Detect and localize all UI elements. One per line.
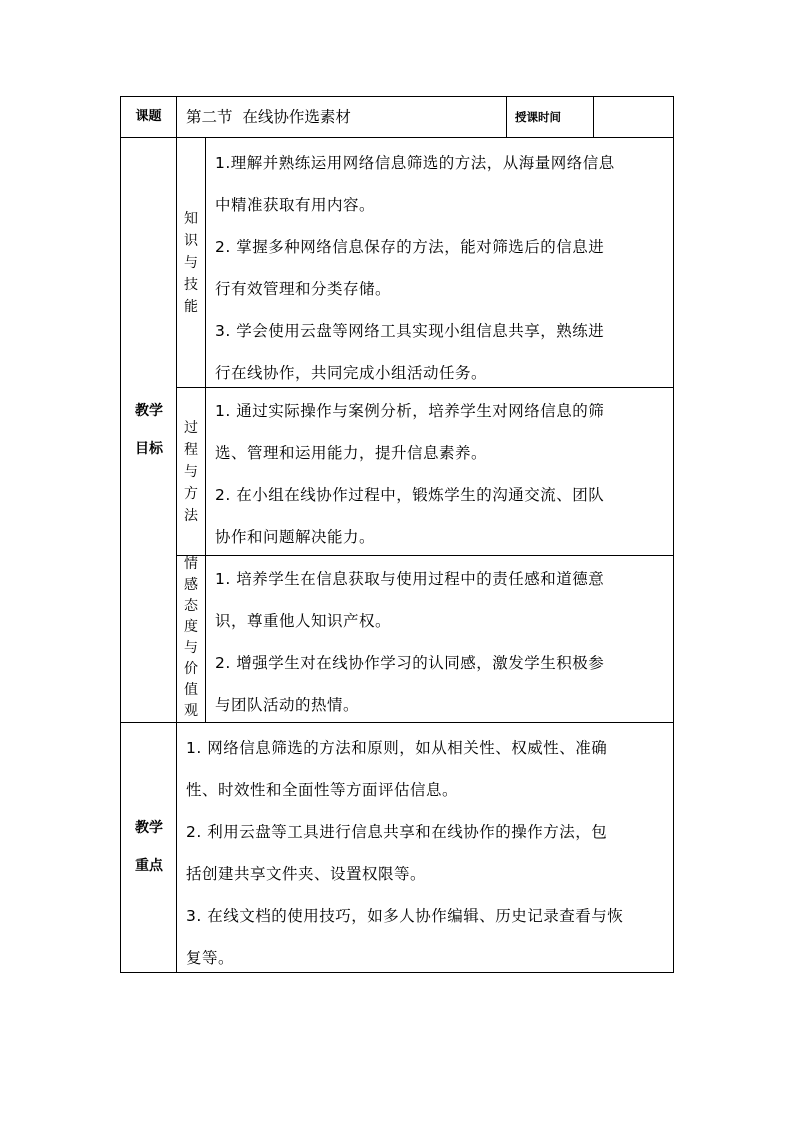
- topic-value: 第二节 在线协作选素材: [186, 108, 351, 126]
- objectives-label: 教学 目标: [135, 403, 163, 457]
- knowledge-skills-text: 1.理解并熟练运用网络信息筛选的方法，从海量网络信息 中精准获取有用内容。 2. 掌握多种网络信息保存的方法，能对筛选后的信息进 行有效管理和分类存储。 3. 学会使用云盘等网络工具实现小组信息共享，熟练进 行在线协作，共同完成小组活动任务。: [215, 154, 615, 382]
- time-label-cell: [506, 96, 594, 138]
- attitude-values-side-cell: [176, 555, 206, 723]
- time-value-cell: [593, 96, 674, 138]
- objectives-label-cell: [120, 137, 177, 723]
- key-points-label: 教学 重点: [135, 820, 163, 874]
- attitude-values-text: 1. 培养学生在信息获取与使用过程中的责任感和道德意 识，尊重他人知识产权。 2. 增强学生对在线协作学习的认同感，激发学生积极参 与团队活动的热情。: [215, 570, 605, 714]
- attitude-values-content-cell: [205, 555, 674, 723]
- topic-label-cell: [120, 96, 177, 138]
- process-methods-label: 过 程 与 方 法: [184, 420, 198, 524]
- knowledge-skills-content-cell: [205, 137, 674, 388]
- knowledge-skills-label: 知 识 与 技 能: [184, 211, 198, 315]
- process-methods-text: 1. 通过实际操作与案例分析，培养学生对网络信息的筛 选、管理和运用能力，提升信息素养。 2. 在小组在线协作过程中，锻炼学生的沟通交流、团队 协作和问题解决能力。: [215, 402, 605, 546]
- key-points-label-cell: [120, 722, 177, 973]
- key-points-content-cell: [176, 722, 674, 973]
- key-points-text: 1. 网络信息筛选的方法和原则，如从相关性、权威性、准确 性、时效性和全面性等方面评估信息。 2. 利用云盘等工具进行信息共享和在线协作的操作方法，包 括创建共享文件夹、设置权限等。 3. 在线文档的使用技巧，如多人协作编辑、历史记录查看与恢 复等。: [186, 739, 624, 967]
- attitude-values-label: 情 感 态 度 与 价 值 观: [184, 556, 198, 719]
- knowledge-skills-side-cell: [176, 137, 206, 388]
- topic-label: 课题: [135, 109, 162, 124]
- time-label: 授课时间: [515, 110, 561, 124]
- topic-value-cell: [176, 96, 507, 138]
- process-methods-content-cell: [205, 387, 674, 556]
- process-methods-side-cell: [176, 387, 206, 556]
